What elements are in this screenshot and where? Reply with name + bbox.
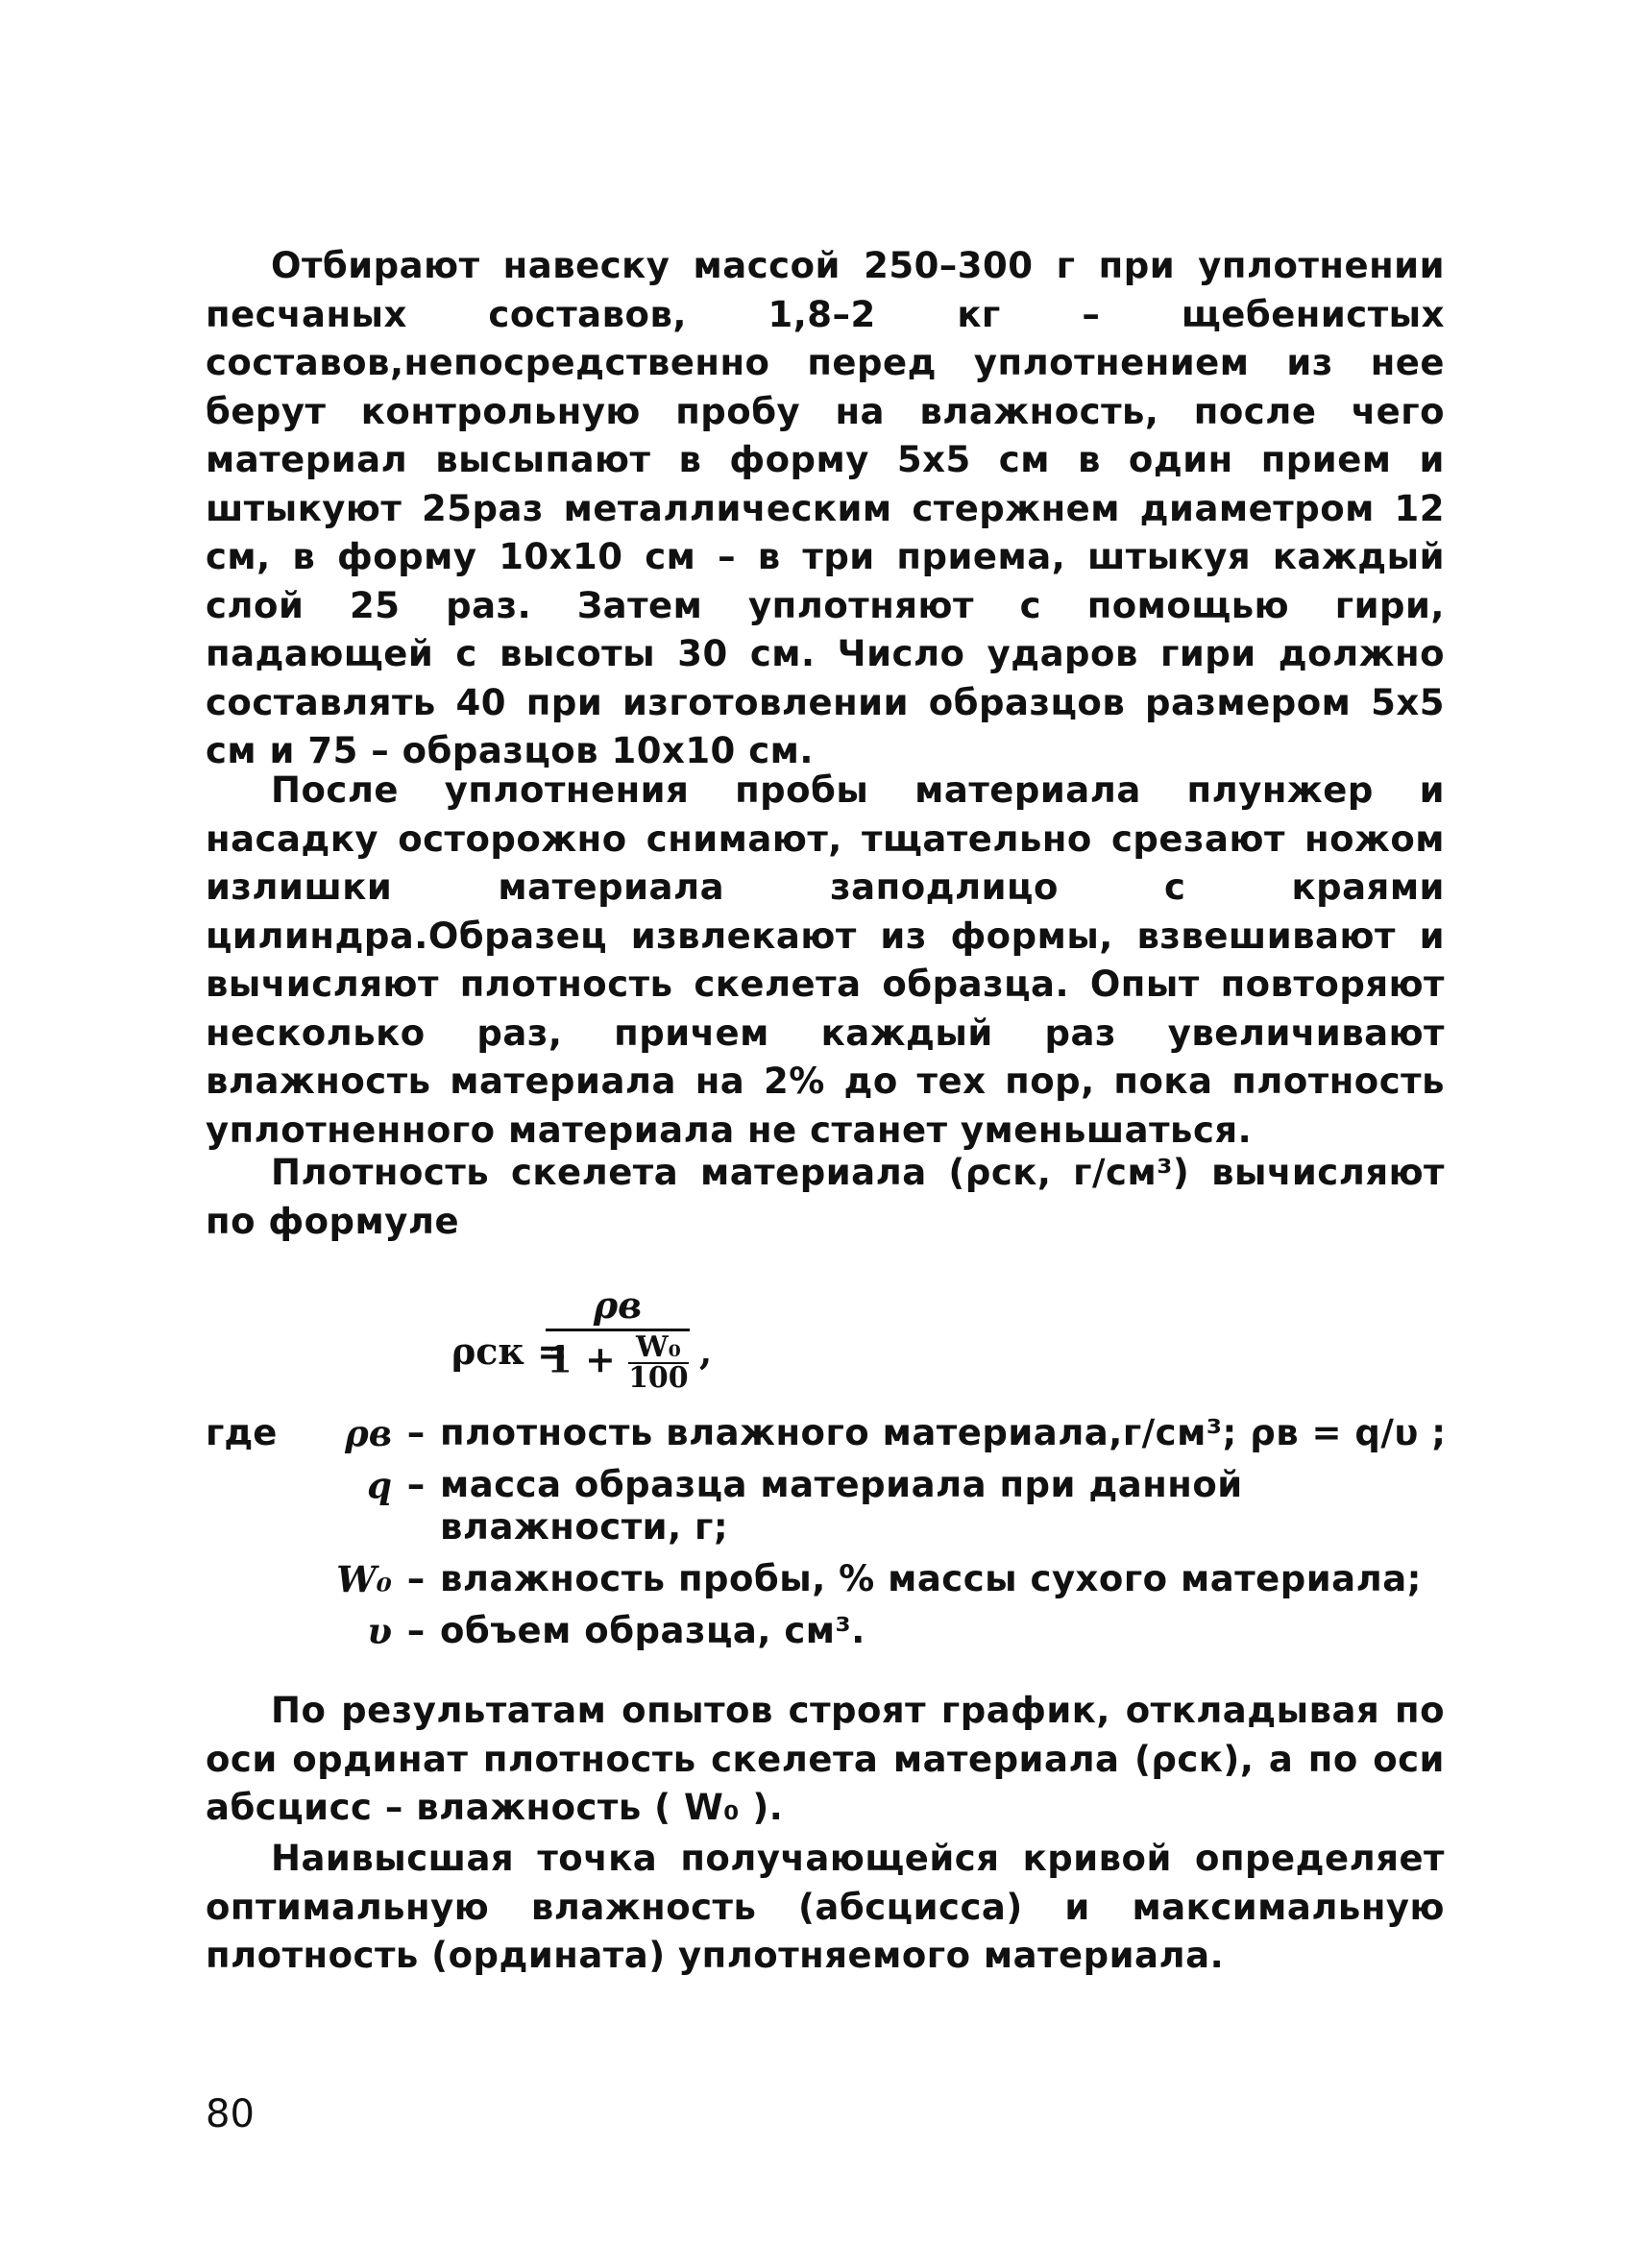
legend-row	[206, 1412, 1454, 1454]
legend-symbol: q	[367, 1464, 392, 1506]
formula-fraction	[546, 1283, 690, 1393]
paragraph-sampling	[206, 242, 1445, 776]
formula-inner-denominator: 100	[628, 1361, 689, 1395]
legend-lead-word: где	[206, 1412, 278, 1453]
symbol-legend	[206, 1412, 1454, 1662]
paragraph-graph	[206, 1687, 1445, 1833]
legend-dash: –	[406, 1610, 426, 1651]
formula-lhs: ρск =	[451, 1329, 568, 1373]
paragraph-text: По результатам опытов строят график, откладывая по оси ординат плотность скелета материала (ρск), а по оси абсцисс – влажность ( W₀ ).	[206, 1690, 1445, 1828]
legend-lead-spacer	[206, 1558, 323, 1600]
page-number: 80	[206, 2092, 255, 2136]
legend-symbol: ρв	[345, 1412, 392, 1454]
density-formula	[451, 1283, 740, 1427]
formula-comma: ,	[699, 1329, 713, 1373]
formula-numerator: ρв	[546, 1283, 690, 1331]
legend-symbol: W₀	[336, 1558, 392, 1600]
paragraph-optimum	[206, 1835, 1445, 1981]
legend-description: плотность влажного материала,г/см³; ρв = q/υ ;	[440, 1412, 1447, 1453]
legend-row	[206, 1558, 1454, 1600]
legend-description: влажность пробы, % массы сухого материала;	[440, 1558, 1422, 1599]
paragraph-text: После уплотнения пробы материала плунжер и насадку осторожно снимают, тщательно срезают ножом излишки материала заподлицо с краями цилиндра.Образец извлекают из формы, взвешивают и вычисляют плотность скелета образца. Опыт повторяют несколько раз, причем каждый раз увеличивают влажность материала на 2% до тех пор, пока плотность уплотненного материала не станет уменьшаться.	[206, 769, 1445, 1151]
legend-dash: –	[406, 1464, 426, 1505]
legend-lead-spacer	[206, 1464, 323, 1549]
legend-description: масса образца материала при данной влажности, г;	[440, 1464, 1243, 1548]
legend-description: объем образца, см³.	[440, 1610, 865, 1651]
formula-denominator	[546, 1331, 690, 1393]
formula-inner-fraction	[628, 1330, 689, 1395]
paragraph-text: Наивысшая точка получающейся кривой определяет оптимальную влажность (абсцисса) и максимальную плотность (ордината) уплотняемого материала.	[206, 1838, 1445, 1976]
legend-row	[206, 1610, 1454, 1652]
legend-row	[206, 1464, 1454, 1549]
paragraph-text: Плотность скелета материала (ρск, г/см³) вычисляют по формуле	[206, 1152, 1445, 1242]
paragraph-text: Отбирают навеску массой 250–300 г при уплотнении песчаных составов, 1,8–2 кг – щебенистых составов,непосредственно перед уплотнением из нее берут контрольную пробу на влажность, после чего материал высыпают в форму 5х5 см в один прием и штыкуют 25раз металлическим стержнем диаметром 12 см, в форму 10х10 см – в три приема, штыкуя каждый слой 25 раз. Затем уплотняют с помощью гири, падающей с высоты 30 см. Число ударов гири должно составлять 40 при изготовлении образцов размером 5х5 см и 75 – образцов 10х10 см.	[206, 245, 1445, 771]
formula-inner-numerator: W₀	[628, 1333, 689, 1364]
legend-lead-spacer	[206, 1610, 323, 1652]
paragraph-compaction-procedure	[206, 767, 1445, 1155]
paragraph-density-intro	[206, 1149, 1445, 1246]
formula-denominator-one: 1 +	[547, 1337, 616, 1381]
legend-dash: –	[406, 1558, 426, 1599]
legend-symbol: υ	[367, 1610, 392, 1652]
legend-dash: –	[406, 1412, 426, 1453]
